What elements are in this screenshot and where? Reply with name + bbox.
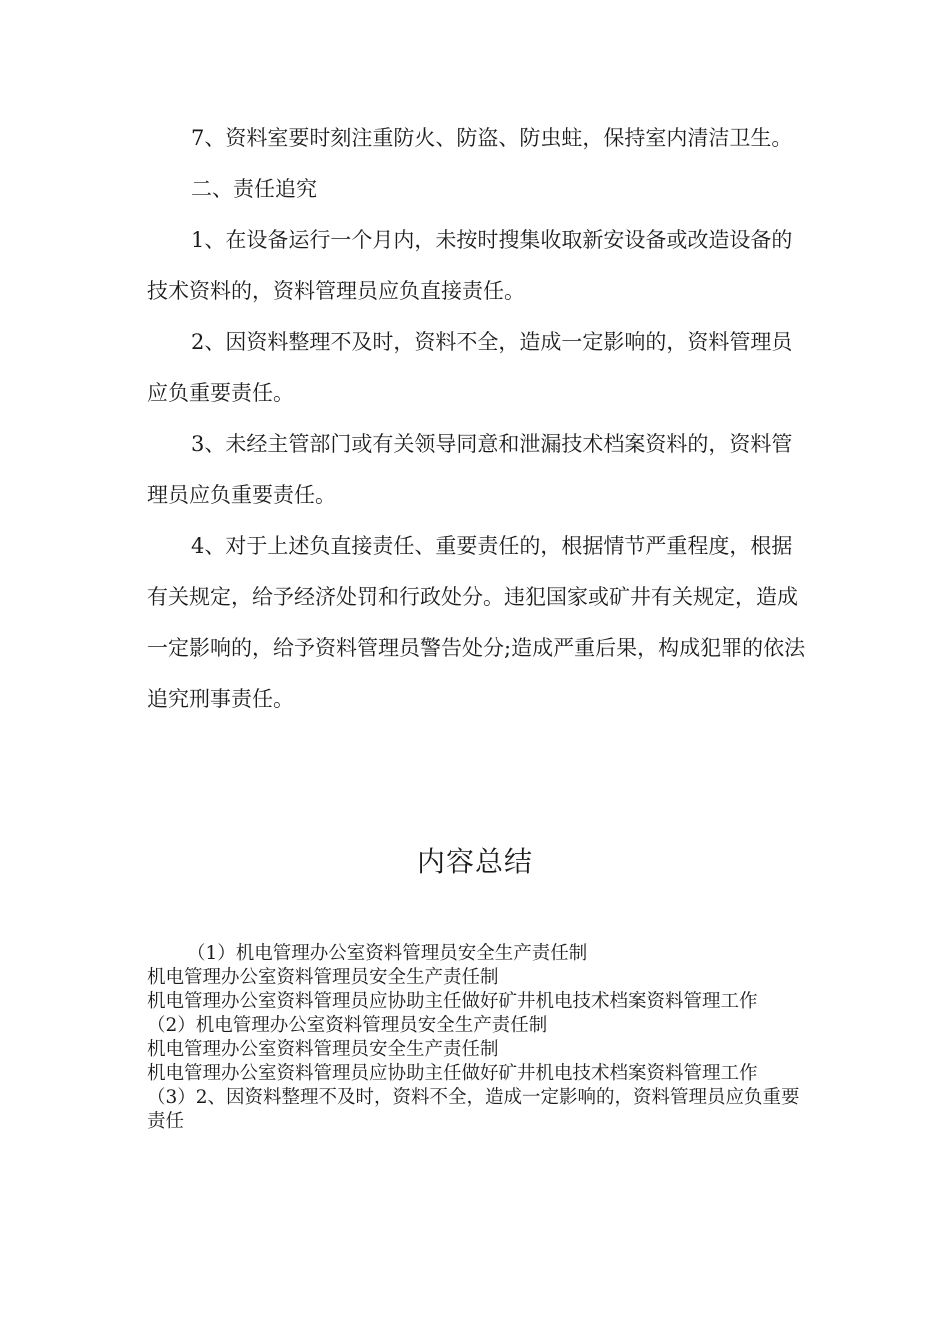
summary-line: 机电管理办公室资料管理员应协助主任做好矿井机电技术档案资料管理工作 [147,1063,758,1084]
section-heading-responsibility: 二、责任追究 [191,177,317,201]
summary-content [147,942,807,1134]
body-text [147,113,807,725]
paragraph-responsibility-1: 1、在设备运行一个月内，未按时搜集收取新安设备或改造设备的技术资料的，资料管理员应负直接责任。 [147,228,793,303]
paragraph-responsibility-3: 3、未经主管部门或有关领导同意和泄漏技术档案资料的，资料管理员应负重要责任。 [147,432,793,507]
summary-line: （1）机电管理办公室资料管理员安全生产责任制 [187,943,588,964]
paragraph-fire-prevention: 7、资料室要时刻注重防火、防盗、防虫蛀，保持室内清洁卫生。 [191,126,793,150]
summary-line: （3）2、因资料整理不及时，资料不全，造成一定影响的，资料管理员应负重要责任 [147,1087,800,1132]
summary-line: 机电管理办公室资料管理员安全生产责任制 [147,967,499,988]
paragraph-responsibility-2: 2、因资料整理不及时，资料不全，造成一定影响的，资料管理员应负重要责任。 [147,330,793,405]
summary-title: 内容总结 [416,845,533,878]
paragraph-responsibility-4: 4、对于上述负直接责任、重要责任的，根据情节严重程度，根据有关规定，给予经济处罚和行政处分。违犯国家或矿井有关规定，造成一定影响的，给予资料管理员警告处分;造成严重后果，构成犯罪的依法追究刑事责任。 [147,534,806,711]
summary-line: 机电管理办公室资料管理员应协助主任做好矿井机电技术档案资料管理工作 [147,991,758,1012]
summary-line: （2）机电管理办公室资料管理员安全生产责任制 [147,1015,548,1036]
summary-line: 机电管理办公室资料管理员安全生产责任制 [147,1039,499,1060]
